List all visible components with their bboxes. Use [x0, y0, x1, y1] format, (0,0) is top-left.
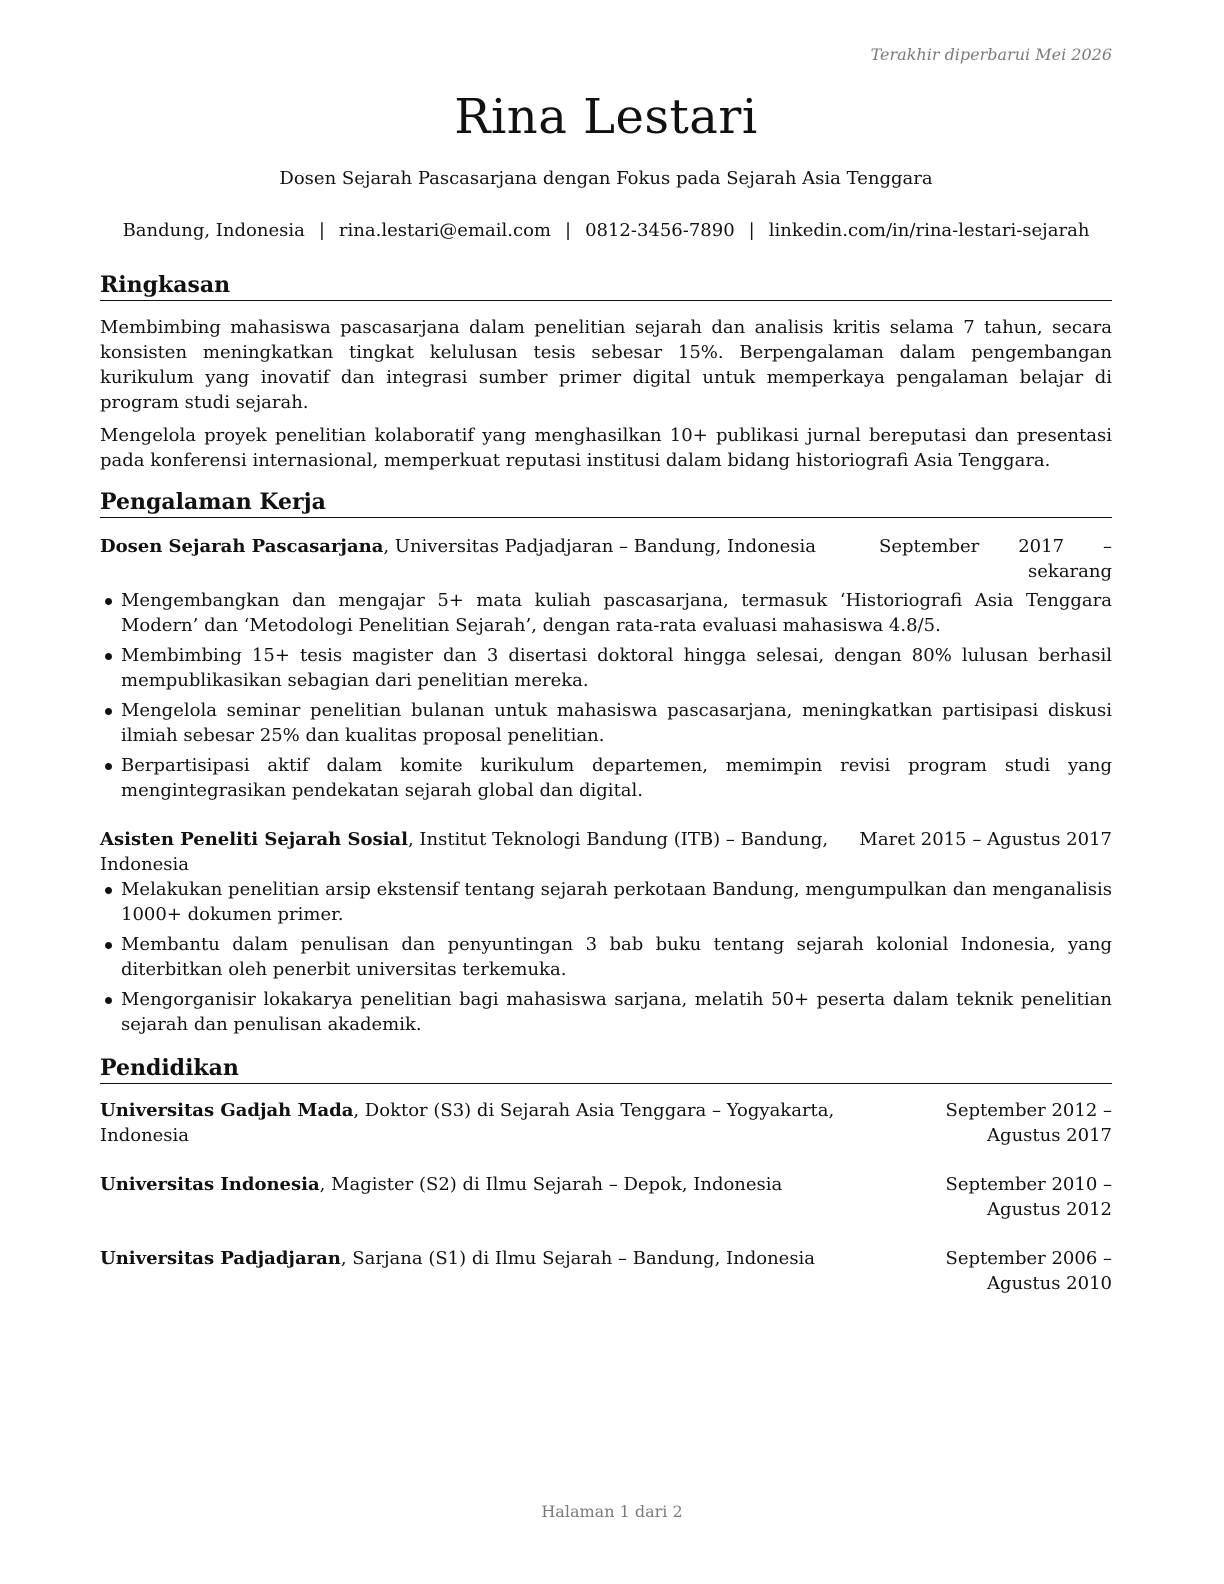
job-header — [100, 827, 1112, 877]
education-degree: , Sarjana (S1) di Ilmu Sejarah – Bandung, Indonesia — [340, 1248, 816, 1269]
job-title-line — [100, 827, 859, 877]
education-entry — [100, 1098, 1112, 1148]
education-section-title: Pendidikan — [100, 1053, 1112, 1084]
candidate-name: Rina Lestari — [454, 89, 758, 145]
education-school: Universitas Gadjah Mada — [100, 1100, 354, 1121]
education-dates: September 2012 – Agustus 2017 — [945, 1100, 1112, 1146]
education-title-line — [100, 1172, 879, 1197]
education-degree: , Magister (S2) di Ilmu Sejarah – Depok, Indonesia — [319, 1174, 783, 1195]
job-dates: Maret 2015 – Agustus 2017 — [859, 829, 1112, 850]
experience-section-title: Pengalaman Kerja — [100, 487, 1112, 518]
contact-linkedin[interactable]: linkedin.com/in/rina-lestari-sejarah — [768, 220, 1090, 241]
job-role: Dosen Sejarah Pascasarjana — [100, 536, 384, 557]
job-bullet: Membantu dalam penulisan dan penyuntingan 3 bab buku tentang sejarah kolonial Indonesia, yang diterbitkan oleh penerbit universitas terkemuka. — [100, 932, 1112, 982]
job-bullet: Mengorganisir lokakarya penelitian bagi mahasiswa sarjana, melatih 50+ peserta dalam teknik penelitian sejarah dan penulisan akademik. — [100, 987, 1112, 1037]
education-title-line — [100, 1246, 879, 1271]
contact-phone: 0812-3456-7890 — [585, 220, 735, 241]
contact-location: Bandung, Indonesia — [122, 220, 305, 241]
education-school: Universitas Indonesia — [100, 1174, 320, 1195]
job-bullet: Melakukan penelitian arsip ekstensif tentang sejarah perkotaan Bandung, mengumpulkan dan menganalisis 1000+ dokumen primer. — [100, 877, 1112, 927]
job-title-line — [100, 534, 879, 559]
education-dates: September 2010 – Agustus 2012 — [945, 1174, 1112, 1220]
job-role: Asisten Peneliti Sejarah Sosial — [100, 829, 408, 850]
education-entry — [100, 1246, 1112, 1296]
job-entry — [100, 827, 1112, 1037]
job-organization: , Universitas Padjadjaran – Bandung, Indonesia — [383, 536, 817, 557]
job-entry — [100, 534, 1112, 803]
contact-line — [100, 218, 1112, 244]
contact-email[interactable]: rina.lestari@email.com — [338, 220, 551, 241]
contact-separator: | — [318, 220, 325, 241]
last-updated-note: Terakhir diperbarui Mei 2026 — [870, 45, 1112, 64]
education-degree: , Doktor (S3) di Sejarah Asia Tenggara – Yogyakarta, Indonesia — [100, 1100, 835, 1146]
job-bullet: Membimbing 15+ tesis magister dan 3 disertasi doktoral hingga selesai, dengan 80% lulusan berhasil mempublikasikan sebagian dari penelitian mereka. — [100, 643, 1112, 693]
job-header — [100, 534, 1112, 584]
job-dates: September 2017 – sekarang — [879, 536, 1112, 582]
candidate-headline: Dosen Sejarah Pascasarjana dengan Fokus pada Sejarah Asia Tenggara — [279, 168, 933, 189]
contact-separator: | — [748, 220, 755, 241]
summary-section-title: Ringkasan — [100, 270, 1112, 301]
job-bullet: Mengelola seminar penelitian bulanan untuk mahasiswa pascasarjana, meningkatkan partisipasi diskusi ilmiah sebesar 25% dan kualitas proposal penelitian. — [100, 698, 1112, 748]
job-bullets — [100, 588, 1112, 803]
page-number: Halaman 1 dari 2 — [541, 1502, 683, 1521]
education-entry — [100, 1172, 1112, 1222]
job-bullet: Berpartisipasi aktif dalam komite kurikulum departemen, memimpin revisi program studi yang mengintegrasikan pendekatan sejarah global dan digital. — [100, 753, 1112, 803]
job-bullets — [100, 877, 1112, 1037]
education-title-line — [100, 1098, 879, 1148]
contact-separator: | — [564, 220, 572, 241]
summary-paragraph: Membimbing mahasiswa pascasarjana dalam penelitian sejarah dan analisis kritis selama 7 tahun, secara konsisten meningkatkan tingkat kelulusan tesis sebesar 15%. Berpengalaman dalam pengembangan kurikulum yang inovatif dan integrasi sumber primer digital untuk memperkaya pengalaman belajar di program studi sejarah. — [100, 317, 1112, 413]
education-school: Universitas Padjadjaran — [100, 1248, 341, 1269]
job-bullet: Mengembangkan dan mengajar 5+ mata kuliah pascasarjana, termasuk ‘Historiografi Asia Tenggara Modern’ dan ‘Metodologi Penelitian Sejarah’, dengan rata-rata evaluasi mahasiswa 4.8/5. — [100, 588, 1112, 638]
summary-paragraph: Mengelola proyek penelitian kolaboratif yang menghasilkan 10+ publikasi jurnal bereputasi dan presentasi pada konferensi internasional, memperkuat reputasi institusi dalam bidang historiografi Asia Tenggara. — [100, 425, 1112, 471]
resume-page — [100, 40, 1112, 1296]
job-organization: , Institut Teknologi Bandung (ITB) – Bandung, Indonesia — [100, 829, 829, 875]
education-dates: September 2006 – Agustus 2010 — [945, 1248, 1112, 1294]
